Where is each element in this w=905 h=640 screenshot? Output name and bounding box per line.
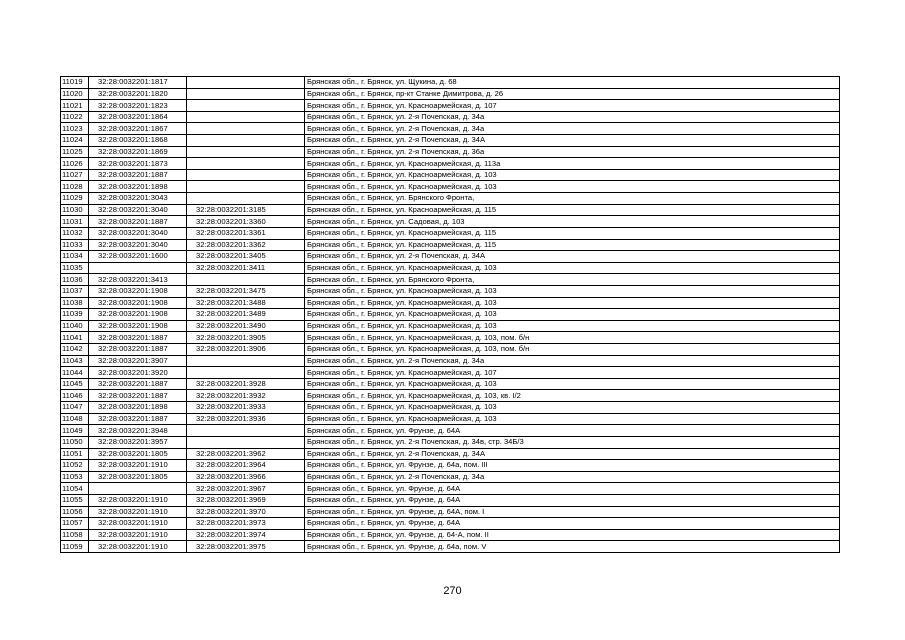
object-cadastral-number-cell [187, 158, 305, 170]
table-row [61, 146, 840, 158]
object-cadastral-number-cell: 32:28:0032201:3411 [187, 262, 305, 274]
object-cadastral-number-cell: 32:28:0032201:3361 [187, 227, 305, 239]
cadastral-number-cell: 32:28:0032201:1868 [89, 135, 187, 147]
row-number-cell: 11051 [61, 448, 89, 460]
address-cell: Брянская обл., г. Брянск, ул. Красноармейская, д. 115 [305, 204, 840, 216]
address-cell: Брянская обл., г. Брянск, ул. Фрунзе, д. 64а, пом. V [305, 541, 840, 553]
address-cell: Брянская обл., г. Брянск, ул. Красноармейская, д. 103, пом. б/н [305, 344, 840, 356]
row-number-cell: 11057 [61, 518, 89, 530]
row-number-cell: 11047 [61, 402, 89, 414]
row-number-cell: 11049 [61, 425, 89, 437]
object-cadastral-number-cell: 32:28:0032201:3490 [187, 320, 305, 332]
object-cadastral-number-cell: 32:28:0032201:3964 [187, 460, 305, 472]
cadastral-number-cell: 32:28:0032201:1823 [89, 100, 187, 112]
object-cadastral-number-cell [187, 355, 305, 367]
row-number-cell: 11052 [61, 460, 89, 472]
row-number-cell: 11028 [61, 181, 89, 193]
table-row [61, 181, 840, 193]
row-number-cell: 11042 [61, 344, 89, 356]
address-cell: Брянская обл., г. Брянск, ул. Брянского Фронта, [305, 274, 840, 286]
object-cadastral-number-cell [187, 181, 305, 193]
object-cadastral-number-cell [187, 88, 305, 100]
cadastral-number-cell: 32:28:0032201:1867 [89, 123, 187, 135]
row-number-cell: 11031 [61, 216, 89, 228]
address-cell: Брянская обл., г. Брянск, ул. Красноармейская, д. 103 [305, 169, 840, 181]
address-cell: Брянская обл., г. Брянск, ул. 2-я Почепская, д. 34а [305, 471, 840, 483]
object-cadastral-number-cell: 32:28:0032201:3973 [187, 518, 305, 530]
row-number-cell: 11024 [61, 135, 89, 147]
row-number-cell: 11026 [61, 158, 89, 170]
cadastral-number-cell: 32:28:0032201:3920 [89, 367, 187, 379]
table-row [61, 135, 840, 147]
page-number: 270 [443, 585, 462, 597]
table-row [61, 332, 840, 344]
row-number-cell: 11055 [61, 494, 89, 506]
table-row [61, 471, 840, 483]
object-cadastral-number-cell: 32:28:0032201:3970 [187, 506, 305, 518]
object-cadastral-number-cell: 32:28:0032201:3969 [187, 494, 305, 506]
address-cell: Брянская обл., г. Брянск, ул. Фрунзе, д. 64А [305, 494, 840, 506]
cadastral-number-cell: 32:28:0032201:1910 [89, 494, 187, 506]
object-cadastral-number-cell: 32:28:0032201:3489 [187, 309, 305, 321]
object-cadastral-number-cell: 32:28:0032201:3974 [187, 529, 305, 541]
address-cell: Брянская обл., г. Брянск, ул. 2-я Почепская, д. 34в, стр. 34Б/3 [305, 436, 840, 448]
row-number-cell: 11029 [61, 193, 89, 205]
object-cadastral-number-cell: 32:28:0032201:3906 [187, 344, 305, 356]
object-cadastral-number-cell: 32:28:0032201:3967 [187, 483, 305, 495]
address-cell: Брянская обл., г. Брянск, ул. Фрунзе, д. 64А [305, 483, 840, 495]
object-cadastral-number-cell: 32:28:0032201:3360 [187, 216, 305, 228]
row-number-cell: 11043 [61, 355, 89, 367]
table-row [61, 413, 840, 425]
address-cell: Брянская обл., г. Брянск, ул. 2-я Почепская, д. 34а [305, 123, 840, 135]
row-number-cell: 11046 [61, 390, 89, 402]
address-cell: Брянская обл., г. Брянск, ул. Красноармейская, д. 103 [305, 285, 840, 297]
cadastral-number-cell: 32:28:0032201:1887 [89, 344, 187, 356]
cadastral-number-cell: 32:28:0032201:1910 [89, 529, 187, 541]
table-row [61, 227, 840, 239]
address-cell: Брянская обл., г. Брянск, ул. Брянского Фронта, [305, 193, 840, 205]
table-body [61, 77, 840, 553]
address-cell: Брянская обл., г. Брянск, ул. Красноармейская, д. 103 [305, 309, 840, 321]
table-row [61, 367, 840, 379]
row-number-cell: 11021 [61, 100, 89, 112]
address-cell: Брянская обл., г. Брянск, ул. 2-я Почепская, д. 34А [305, 448, 840, 460]
address-cell: Брянская обл., г. Брянск, ул. 2-я Почепская, д. 34а [305, 111, 840, 123]
address-cell: Брянская обл., г. Брянск, ул. Красноармейская, д. 103 [305, 262, 840, 274]
row-number-cell: 11027 [61, 169, 89, 181]
cadastral-number-cell: 32:28:0032201:1908 [89, 297, 187, 309]
cadastral-number-cell: 32:28:0032201:1887 [89, 413, 187, 425]
row-number-cell: 11050 [61, 436, 89, 448]
object-cadastral-number-cell [187, 77, 305, 89]
object-cadastral-number-cell [187, 146, 305, 158]
cadastral-number-cell: 32:28:0032201:3413 [89, 274, 187, 286]
cadastral-number-cell: 32:28:0032201:1910 [89, 506, 187, 518]
row-number-cell: 11030 [61, 204, 89, 216]
row-number-cell: 11059 [61, 541, 89, 553]
table-row [61, 483, 840, 495]
row-number-cell: 11022 [61, 111, 89, 123]
cadastral-number-cell: 32:28:0032201:1887 [89, 216, 187, 228]
row-number-cell: 11040 [61, 320, 89, 332]
address-cell: Брянская обл., г. Брянск, ул. Красноармейская, д. 113а [305, 158, 840, 170]
object-cadastral-number-cell: 32:28:0032201:3933 [187, 402, 305, 414]
address-cell: Брянская обл., г. Брянск, ул. Красноармейская, д. 115 [305, 239, 840, 251]
address-cell: Брянская обл., г. Брянск, ул. Красноармейская, д. 103 [305, 181, 840, 193]
table-row [61, 297, 840, 309]
row-number-cell: 11056 [61, 506, 89, 518]
address-cell: Брянская обл., г. Брянск, ул. Красноармейская, д. 107 [305, 100, 840, 112]
address-cell: Брянская обл., г. Брянск, ул. Фрунзе, д. 64-А, пом. II [305, 529, 840, 541]
table-row [61, 239, 840, 251]
table-row [61, 285, 840, 297]
table-row [61, 518, 840, 530]
table-row [61, 425, 840, 437]
cadastral-number-cell: 32:28:0032201:1869 [89, 146, 187, 158]
table-row [61, 169, 840, 181]
row-number-cell: 11025 [61, 146, 89, 158]
table-row [61, 216, 840, 228]
cadastral-number-cell: 32:28:0032201:1873 [89, 158, 187, 170]
object-cadastral-number-cell: 32:28:0032201:3488 [187, 297, 305, 309]
object-cadastral-number-cell [187, 425, 305, 437]
address-cell: Брянская обл., г. Брянск, ул. Фрунзе, д. 64а, пом. III [305, 460, 840, 472]
table-row [61, 390, 840, 402]
document-table [60, 76, 840, 553]
object-cadastral-number-cell [187, 274, 305, 286]
cadastral-number-cell: 32:28:0032201:3040 [89, 204, 187, 216]
row-number-cell: 11037 [61, 285, 89, 297]
object-cadastral-number-cell [187, 123, 305, 135]
row-number-cell: 11023 [61, 123, 89, 135]
cadastral-number-cell [89, 483, 187, 495]
cadastral-number-cell: 32:28:0032201:1898 [89, 181, 187, 193]
cadastral-number-cell: 32:28:0032201:1910 [89, 518, 187, 530]
cadastral-number-cell [89, 262, 187, 274]
row-number-cell: 11019 [61, 77, 89, 89]
address-cell: Брянская обл., г. Брянск, ул. 2-я Почепская, д. 34а [305, 355, 840, 367]
object-cadastral-number-cell: 32:28:0032201:3962 [187, 448, 305, 460]
address-cell: Брянская обл., г. Брянск, ул. Красноармейская, д. 103 [305, 402, 840, 414]
table-row [61, 274, 840, 286]
address-cell: Брянская обл., г. Брянск, ул. Садовая, д. 103 [305, 216, 840, 228]
row-number-cell: 11035 [61, 262, 89, 274]
row-number-cell: 11020 [61, 88, 89, 100]
cadastral-number-cell: 32:28:0032201:1887 [89, 378, 187, 390]
object-cadastral-number-cell: 32:28:0032201:3928 [187, 378, 305, 390]
row-number-cell: 11033 [61, 239, 89, 251]
address-cell: Брянская обл., г. Брянск, ул. Красноармейская, д. 103 [305, 320, 840, 332]
table-row [61, 262, 840, 274]
object-cadastral-number-cell: 32:28:0032201:3932 [187, 390, 305, 402]
address-cell: Брянская обл., г. Брянск, ул. Красноармейская, д. 103 [305, 378, 840, 390]
cadastral-number-cell: 32:28:0032201:1908 [89, 320, 187, 332]
object-cadastral-number-cell [187, 111, 305, 123]
object-cadastral-number-cell [187, 100, 305, 112]
cadastral-number-cell: 32:28:0032201:3040 [89, 239, 187, 251]
object-cadastral-number-cell: 32:28:0032201:3475 [187, 285, 305, 297]
row-number-cell: 11041 [61, 332, 89, 344]
row-number-cell: 11053 [61, 471, 89, 483]
row-number-cell: 11048 [61, 413, 89, 425]
object-cadastral-number-cell: 32:28:0032201:3936 [187, 413, 305, 425]
cadastral-number-cell: 32:28:0032201:3957 [89, 436, 187, 448]
row-number-cell: 11032 [61, 227, 89, 239]
table-row [61, 123, 840, 135]
address-cell: Брянская обл., г. Брянск, ул. Красноармейская, д. 103, кв. I/2 [305, 390, 840, 402]
table-row [61, 193, 840, 205]
cadastral-number-cell: 32:28:0032201:1817 [89, 77, 187, 89]
object-cadastral-number-cell [187, 436, 305, 448]
table-row [61, 378, 840, 390]
cadastral-number-cell: 32:28:0032201:1887 [89, 332, 187, 344]
table-row [61, 88, 840, 100]
object-cadastral-number-cell [187, 193, 305, 205]
row-number-cell: 11034 [61, 251, 89, 263]
cadastral-number-cell: 32:28:0032201:1910 [89, 460, 187, 472]
object-cadastral-number-cell: 32:28:0032201:3966 [187, 471, 305, 483]
address-cell: Брянская обл., г. Брянск, ул. Щукина, д. 68 [305, 77, 840, 89]
cadastral-number-cell: 32:28:0032201:3948 [89, 425, 187, 437]
row-number-cell: 11044 [61, 367, 89, 379]
cadastral-number-cell: 32:28:0032201:1908 [89, 309, 187, 321]
address-cell: Брянская обл., г. Брянск, пр-кт Станке Димитрова, д. 26 [305, 88, 840, 100]
cadastral-number-cell: 32:28:0032201:1887 [89, 169, 187, 181]
cadastral-number-cell: 32:28:0032201:3043 [89, 193, 187, 205]
table-row [61, 506, 840, 518]
cadastral-number-cell: 32:28:0032201:1908 [89, 285, 187, 297]
table-row [61, 460, 840, 472]
table-row [61, 158, 840, 170]
table-row [61, 251, 840, 263]
address-cell: Брянская обл., г. Брянск, ул. Красноармейская, д. 103, пом. б/н [305, 332, 840, 344]
table-row [61, 529, 840, 541]
cadastral-number-cell: 32:28:0032201:1820 [89, 88, 187, 100]
row-number-cell: 11045 [61, 378, 89, 390]
cadastral-number-cell: 32:28:0032201:1887 [89, 390, 187, 402]
table-row [61, 541, 840, 553]
object-cadastral-number-cell: 32:28:0032201:3185 [187, 204, 305, 216]
row-number-cell: 11039 [61, 309, 89, 321]
cadastral-number-cell: 32:28:0032201:1805 [89, 448, 187, 460]
address-cell: Брянская обл., г. Брянск, ул. 2-я Почепская, д. 34А [305, 135, 840, 147]
row-number-cell: 11038 [61, 297, 89, 309]
object-cadastral-number-cell [187, 135, 305, 147]
table-row [61, 344, 840, 356]
object-cadastral-number-cell [187, 367, 305, 379]
table-row [61, 100, 840, 112]
table-row [61, 111, 840, 123]
row-number-cell: 11058 [61, 529, 89, 541]
object-cadastral-number-cell [187, 169, 305, 181]
cadastral-number-cell: 32:28:0032201:1600 [89, 251, 187, 263]
address-cell: Брянская обл., г. Брянск, ул. Фрунзе, д. 64А [305, 518, 840, 530]
address-cell: Брянская обл., г. Брянск, ул. 2-я Почепская, д. 36а [305, 146, 840, 158]
table-row [61, 402, 840, 414]
address-cell: Брянская обл., г. Брянск, ул. Фрунзе, д. 64А [305, 425, 840, 437]
object-cadastral-number-cell: 32:28:0032201:3405 [187, 251, 305, 263]
cadastral-number-cell: 32:28:0032201:3907 [89, 355, 187, 367]
table-row [61, 320, 840, 332]
address-cell: Брянская обл., г. Брянск, ул. Красноармейская, д. 103 [305, 297, 840, 309]
address-cell: Брянская обл., г. Брянск, ул. Фрунзе, д. 64А, пом. I [305, 506, 840, 518]
table-row [61, 494, 840, 506]
address-cell: Брянская обл., г. Брянск, ул. 2-я Почепская, д. 34А [305, 251, 840, 263]
cadastral-number-cell: 32:28:0032201:1910 [89, 541, 187, 553]
object-cadastral-number-cell: 32:28:0032201:3362 [187, 239, 305, 251]
cadastral-number-cell: 32:28:0032201:1805 [89, 471, 187, 483]
row-number-cell: 11036 [61, 274, 89, 286]
cadastral-number-cell: 32:28:0032201:3040 [89, 227, 187, 239]
address-cell: Брянская обл., г. Брянск, ул. Красноармейская, д. 107 [305, 367, 840, 379]
table-row [61, 355, 840, 367]
object-cadastral-number-cell: 32:28:0032201:3905 [187, 332, 305, 344]
table-row [61, 204, 840, 216]
cadastral-number-cell: 32:28:0032201:1898 [89, 402, 187, 414]
table-row [61, 436, 840, 448]
object-cadastral-number-cell: 32:28:0032201:3975 [187, 541, 305, 553]
table-row [61, 309, 840, 321]
table-row [61, 448, 840, 460]
row-number-cell: 11054 [61, 483, 89, 495]
address-cell: Брянская обл., г. Брянск, ул. Красноармейская, д. 115 [305, 227, 840, 239]
cadastral-number-cell: 32:28:0032201:1864 [89, 111, 187, 123]
table-row [61, 77, 840, 89]
address-cell: Брянская обл., г. Брянск, ул. Красноармейская, д. 103 [305, 413, 840, 425]
